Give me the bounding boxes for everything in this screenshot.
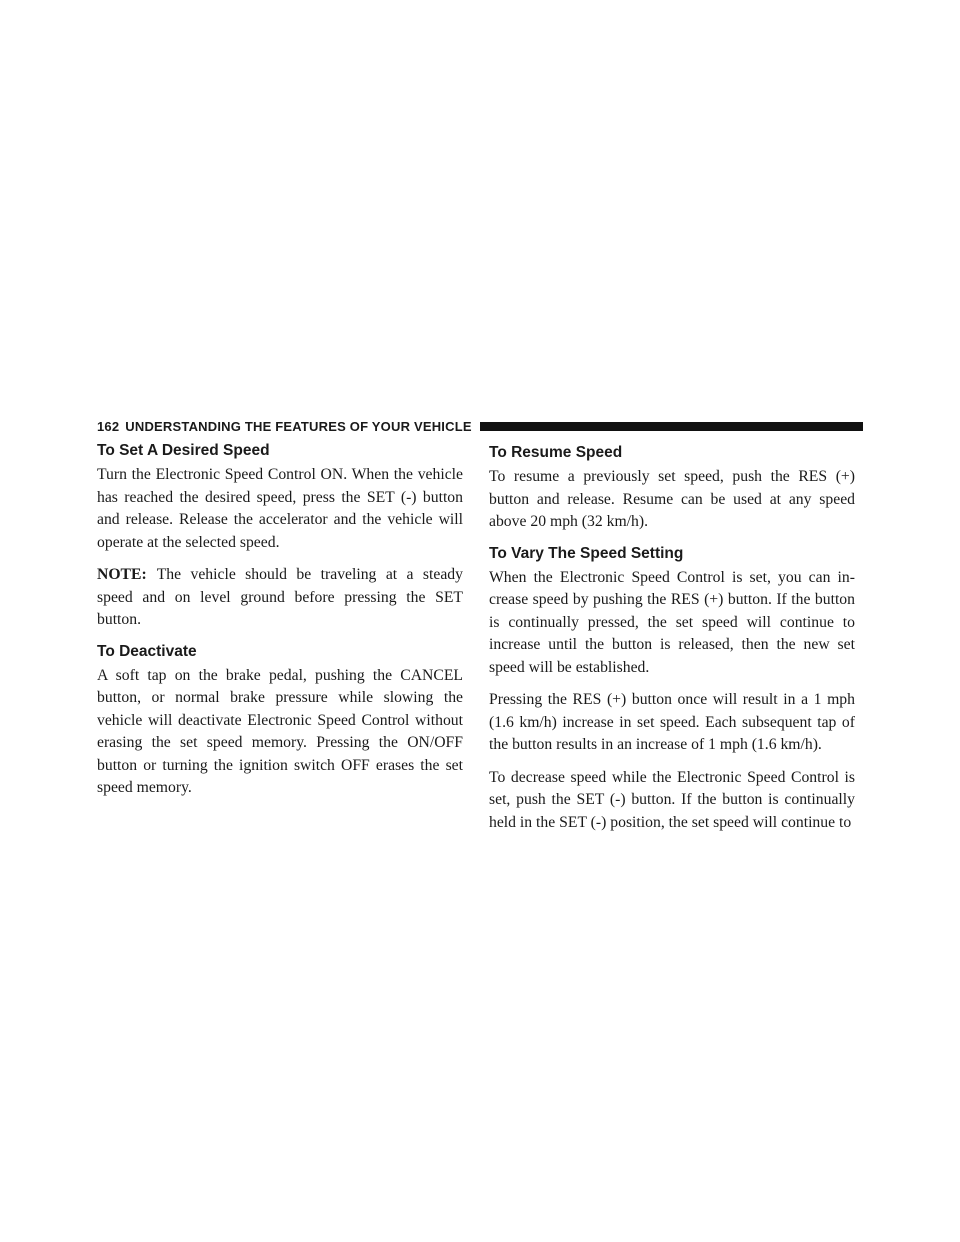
- right-column: [489, 441, 855, 844]
- left-column: [97, 441, 463, 810]
- set-speed-paragraph: Turn the Electronic Speed Control ON. When the vehicle has reached the desired speed, press the SET (-) button and release. Release the accelerator and the vehicle will operate at the selected speed.: [97, 466, 463, 551]
- vary-speed-paragraph-2: Pressing the RES (+) button once will result in a 1 mph (1.6 km/h) increase in set speed. Each subsequent tap of the button results in an increase of 1 mph (1.6 km/h).: [489, 691, 855, 753]
- note-text: The vehicle should be traveling at a steady speed and on level ground before pressing the SET button.: [97, 566, 463, 628]
- deactivate-heading: To Deactivate: [97, 642, 197, 660]
- page-number: 162: [97, 418, 120, 434]
- page-header: [97, 417, 863, 435]
- note-paragraph: [97, 564, 463, 632]
- set-speed-heading: To Set A Desired Speed: [97, 442, 270, 459]
- header-rule: [480, 422, 863, 431]
- vary-speed-heading: To Vary The Speed Setting: [489, 544, 684, 562]
- resume-speed-paragraph: To resume a previously set speed, push the RES (+) button and release. Resume can be used at any speed above 20 mph (32 km/h).: [489, 468, 855, 530]
- vary-speed-paragraph-3: To decrease speed while the Electronic Speed Control is set, push the SET (-) button. If the button is continually held in the SET (-) position, the set speed will continue to: [489, 768, 855, 831]
- note-label: NOTE:: [97, 566, 147, 583]
- deactivate-paragraph: A soft tap on the brake pedal, pushing the CANCEL button, or normal brake pressure while slowing the vehicle will deactivate Electronic Speed Control without erasing the set speed memory. Pressing the ON/OFF button or turning the ignition switch OFF erases the set speed memory.: [97, 666, 463, 796]
- resume-speed-heading: To Resume Speed: [489, 444, 623, 461]
- chapter-title: UNDERSTANDING THE FEATURES OF YOUR VEHICLE: [125, 418, 472, 434]
- vary-speed-paragraph-1: When the Electronic Speed Control is set, you can increase speed by pushing the RES (+) button. If the button is continually pressed, the set speed will continue to increase until the button is released, then the new set speed will be established.: [489, 568, 855, 676]
